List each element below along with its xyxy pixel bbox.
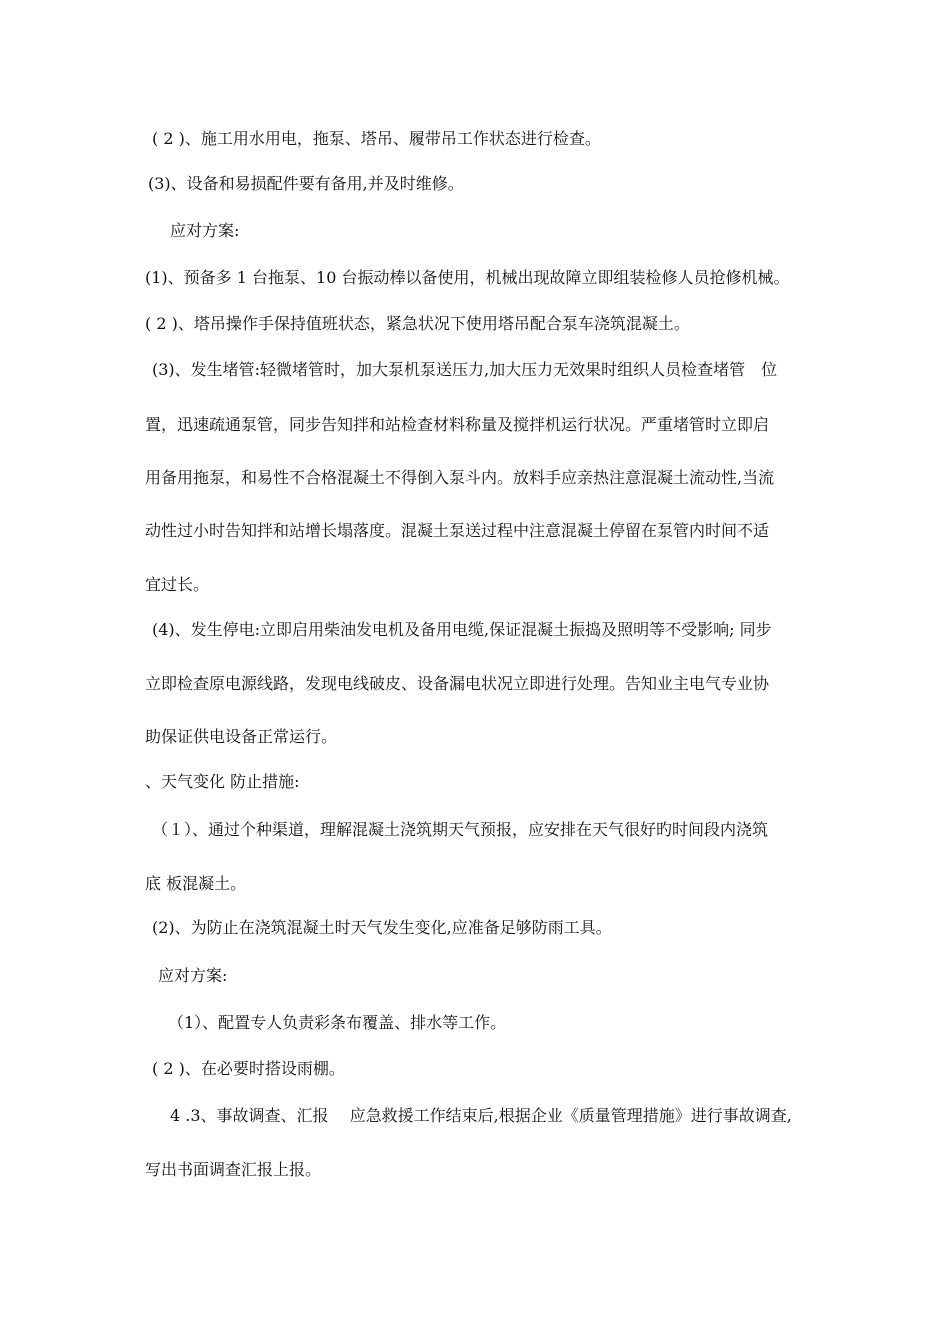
text-line: ( 2 )、在必要时搭设雨棚。	[152, 1059, 345, 1078]
text-line: (4)、发生停电:立即启用柴油发电机及备用电缆,保证混凝土振捣及照明等不受影响; 同步	[152, 620, 772, 639]
text-line: ( 2 )、塔吊操作手保持值班状态，紧急状况下使用塔吊配合泵车浇筑混凝土。	[145, 314, 690, 333]
text-line: 立即检查原电源线路，发现电线破皮、设备漏电状况立即进行处理。告知业主电气专业协	[145, 674, 770, 693]
text-line: 应对方案:	[170, 221, 240, 240]
text-line: 应对方案:	[158, 966, 228, 985]
section-heading: 、天气变化 防止措施:	[145, 772, 300, 791]
text-line: (3)、设备和易损配件要有备用,并及时维修。	[148, 174, 464, 193]
text-line: 助保证供电设备正常运行。	[145, 727, 338, 746]
text-line: (3)、发生堵管:轻微堵管时，加大泵机泵送压力,加大压力无效果时组织人员检查堵管 位	[152, 360, 778, 379]
text-line: （1）、配置专人负责彩条布覆盖、排水等工作。	[168, 1013, 507, 1032]
text-line: （１）、通过个种渠道，理解混凝土浇筑期天气预报，应安排在天气很好旳时间段内浇筑	[152, 820, 769, 839]
text-line: 用备用拖泵，和易性不合格混凝土不得倒入泵斗内。放料手应亲热注意混凝土流动性,当流	[145, 468, 775, 487]
text-line: 底 板混凝土。	[145, 874, 247, 893]
text-line: ( 2 )、施工用水用电，拖泵、塔吊、履带吊工作状态进行检查。	[152, 129, 601, 148]
text-line: 动性过小时告知拌和站增长塌落度。混凝土泵送过程中注意混凝土停留在泵管内时间不适	[145, 521, 770, 540]
text-line: 置，迅速疏通泵管，同步告知拌和站检查材料称量及搅拌机运行状况。严重堵管时立即启	[145, 415, 770, 434]
text-line: (1)、预备多 1 台拖泵、10 台振动棒以备使用，机械出现故障立即组装检修人员抢修机械。	[145, 268, 790, 287]
text-line: 宜过长。	[145, 575, 210, 594]
section-heading: 4 .3、事故调查、汇报 应急救援工作结束后,根据企业《质量管理措施》进行事故调查,	[170, 1106, 792, 1125]
text-line: (2)、为防止在浇筑混凝土时天气发生变化,应准备足够防雨工具。	[152, 918, 612, 937]
text-line: 写出书面调查汇报上报。	[145, 1160, 322, 1179]
